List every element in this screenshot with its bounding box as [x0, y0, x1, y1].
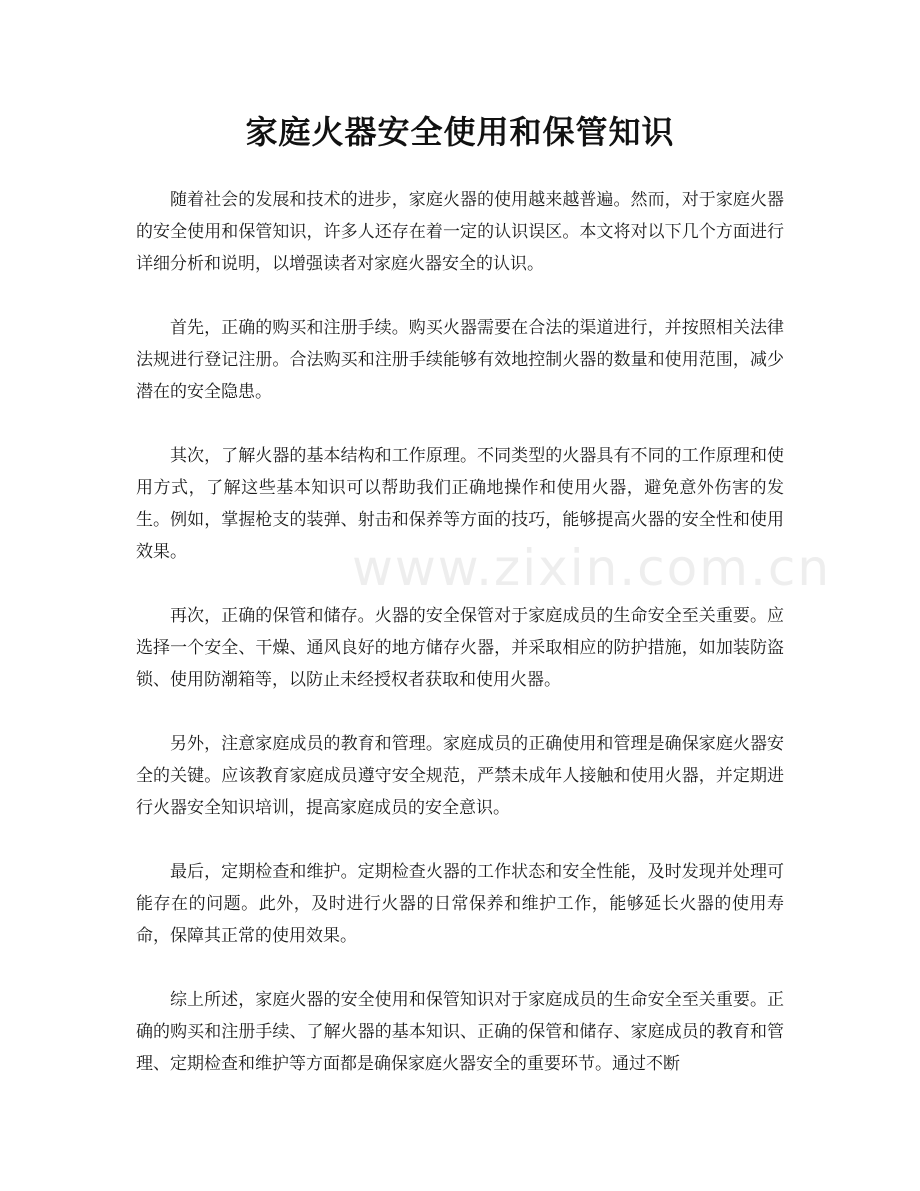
paragraph-purchase-registration: 首先，正确的购买和注册手续。购买火器需要在合法的渠道进行，并按照相关法律法规进行登记注册。合法购买和注册手续能够有效地控制火器的数量和使用范围，减少潜在的安全隐患。 [136, 318, 784, 402]
paragraph-structure-principle: 其次，了解火器的基本结构和工作原理。不同类型的火器具有不同的工作原理和使用方式，了解这些基本知识可以帮助我们正确地操作和使用火器，避免意外伤害的发生。例如，掌握枪支的装弹、射击和保养等方面的技巧，能够提高火器的安全性和使用效果。 [136, 446, 784, 562]
paragraph-intro: 随着社会的发展和技术的进步，家庭火器的使用越来越普遍。然而，对于家庭火器的安全使用和保管知识，许多人还存在着一定的认识误区。本文将对以下几个方面进行详细分析和说明，以增强读者对家庭火器安全的认识。 [136, 190, 784, 274]
paragraph-inspection-maintenance: 最后，定期检查和维护。定期检查火器的工作状态和安全性能，及时发现并处理可能存在的问题。此外，及时进行火器的日常保养和维护工作，能够延长火器的使用寿命，保障其正常的使用效果。 [136, 862, 784, 946]
paragraph-summary: 综上所述，家庭火器的安全使用和保管知识对于家庭成员的生命安全至关重要。正确的购买和注册手续、了解火器的基本知识、正确的保管和储存、家庭成员的教育和管理、定期检查和维护等方面都是确保家庭火器安全的重要环节。通过不断 [136, 990, 784, 1074]
document-body [136, 184, 784, 1112]
document-title: 家庭火器安全使用和保管知识 [245, 113, 675, 151]
watermark: www.zixin.com.cn [352, 539, 832, 597]
paragraph-family-education: 另外，注意家庭成员的教育和管理。家庭成员的正确使用和管理是确保家庭火器安全的关键。应该教育家庭成员遵守安全规范，严禁未成年人接触和使用火器，并定期进行火器安全知识培训，提高家庭成员的安全意识。 [136, 734, 784, 818]
paragraph-storage: 再次，正确的保管和储存。火器的安全保管对于家庭成员的生命安全至关重要。应选择一个安全、干燥、通风良好的地方储存火器，并采取相应的防护措施，如加装防盗锁、使用防潮箱等，以防止未经授权者获取和使用火器。 [136, 606, 784, 690]
